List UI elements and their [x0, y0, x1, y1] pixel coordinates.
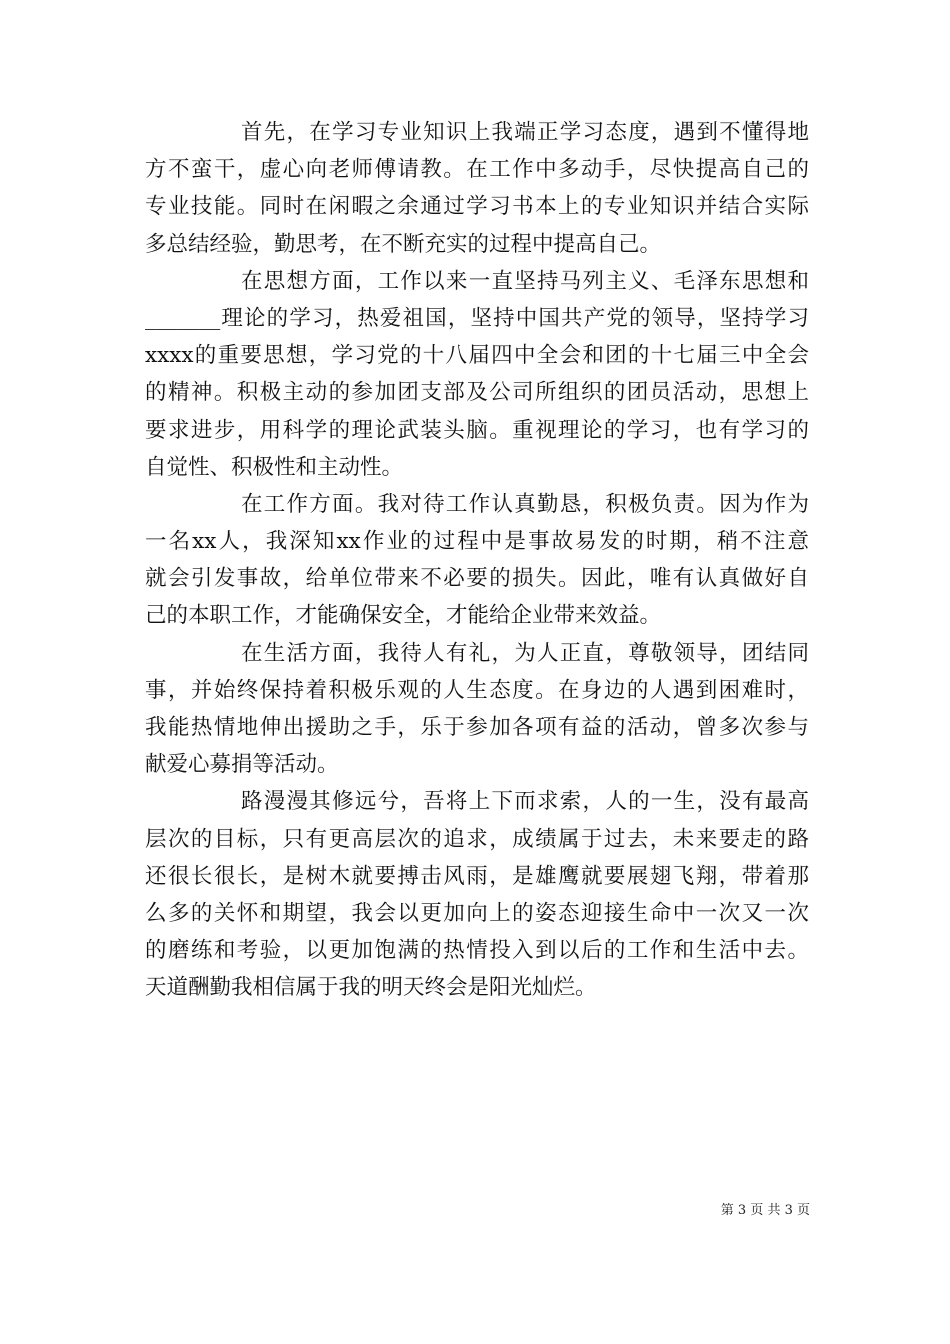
paragraph-4-line-3: 我能热情地伸出援助之手，乐于参加各项有益的活动，曾多次参与	[145, 715, 809, 740]
paragraph-3-line-2: 一名xx人，我深知xx作业的过程中是事故易发的时期，稍不注意	[145, 529, 809, 555]
paragraph-5-line-6: 天道酬勤我相信属于我的明天终会是阳光灿烂。	[145, 975, 597, 1001]
paragraph-5-line-4: 么多的关怀和期望，我会以更加向上的姿态迎接生命中一次又一次	[145, 900, 809, 926]
paragraph-5-line-5: 的磨练和考验，以更加饱满的热情投入到以后的工作和生活中去。	[145, 938, 809, 964]
paragraph-5-line-3: 还很长很长，是树木就要搏击风雨，是雄鹰就要展翅飞翔，带着那	[145, 863, 809, 889]
paragraph-2-line-4: 的精神。积极主动的参加团支部及公司所组织的团员活动，思想上	[145, 380, 809, 406]
paragraph-4-line-2: 事，并始终保持着积极乐观的人生态度。在身边的人遇到困难时，	[145, 677, 809, 703]
paragraph-3-line-3: 就会引发事故，给单位带来不必要的损失。因此，唯有认真做好自	[145, 566, 809, 592]
paragraph-4-line-1: 在生活方面，我待人有礼，为人正直，尊敬领导，团结同	[241, 640, 809, 666]
paragraph-2-line-3: xxxx的重要思想，学习党的十八届四中全会和团的十七届三中全会	[145, 343, 809, 369]
paragraph-2-line-5: 要求进步，用科学的理论武装头脑。重视理论的学习，也有学习的	[145, 417, 809, 443]
page-number-footer: 第 3 页 共 3 页	[720, 1203, 810, 1218]
paragraph-2-line-1: 在思想方面，工作以来一直坚持马列主义、毛泽东思想和	[241, 268, 809, 294]
body-text	[145, 114, 809, 1007]
paragraph-2-line-2: _______理论的学习，热爱祖国，坚持中国共产党的领导，坚持学习	[145, 305, 809, 331]
paragraph-3-line-4: 己的本职工作，才能确保安全，才能给企业带来效益。	[145, 603, 662, 629]
paragraph-1-line-3: 专业技能。同时在闲暇之余通过学习书本上的专业知识并结合实际	[145, 194, 809, 220]
paragraph-2-line-6: 自觉性、积极性和主动性。	[145, 454, 404, 480]
paragraph-5-line-1: 路漫漫其修远兮，吾将上下而求索，人的一生，没有最高	[241, 789, 809, 815]
paragraph-1-line-1: 首先，在学习专业知识上我端正学习态度，遇到不懂得地	[241, 120, 809, 145]
paragraph-5-line-2: 层次的目标，只有更高层次的追求，成绩属于过去，未来要走的路	[145, 826, 809, 852]
paragraph-3-line-1: 在工作方面。我对待工作认真勤恳，积极负责。因为作为	[241, 491, 809, 517]
paragraph-4-line-4: 献爱心募捐等活动。	[145, 752, 339, 778]
paragraph-1-line-4: 多总结经验，勤思考，在不断充实的过程中提高自己。	[145, 231, 662, 257]
paragraph-1-line-2: 方不蛮干，虚心向老师傅请教。在工作中多动手，尽快提高自己的	[145, 157, 809, 183]
